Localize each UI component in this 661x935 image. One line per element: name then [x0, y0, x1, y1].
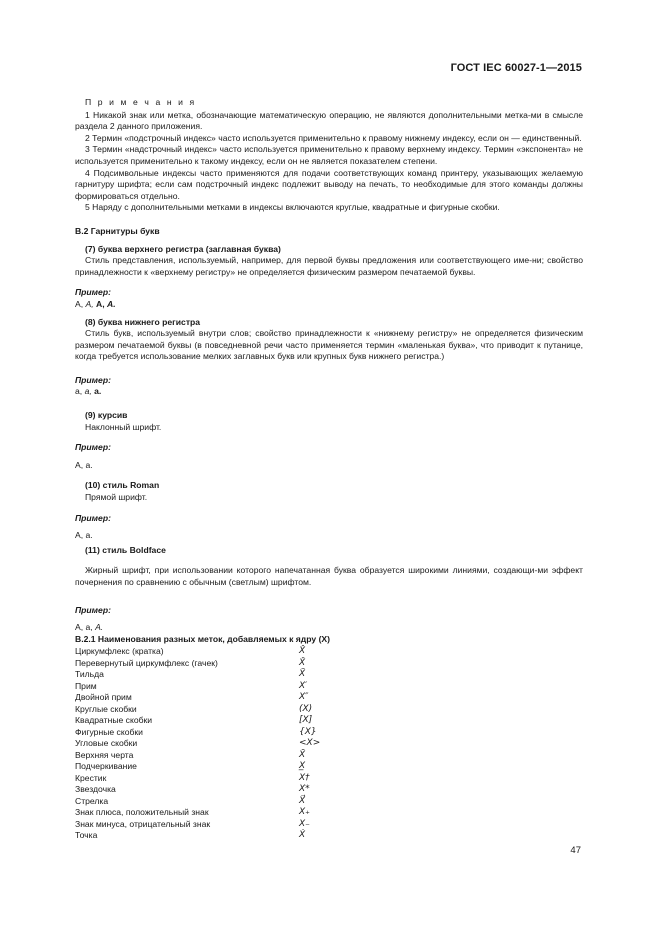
- mark-symbol: X̄: [299, 749, 306, 760]
- mark-row: [75, 819, 583, 831]
- note-5: 5 Наряду с дополнительными метками в индексы включаются круглые, квадратные и фигурные скобки.: [85, 202, 500, 213]
- mark-row: [75, 692, 583, 704]
- mark-symbol: X*: [299, 784, 310, 795]
- sample-italic: A.: [95, 622, 104, 633]
- term-8-text: Стиль букв, используемый внутри слов; свойство принадлежности к «нижнему регистру» не определяется физическим размером печатаемой буквы (в повседневной речи часто применяется термин «маленькая буква», что приводит к путанице, когда требуется использование мелких заглавных букв или крупных букв нижнего регистра.): [75, 328, 583, 362]
- mark-name: Круглые скобки: [75, 703, 137, 714]
- mark-row: [75, 796, 583, 808]
- mark-row: [75, 761, 583, 773]
- sample-bold-italic: A.: [107, 298, 116, 309]
- term-10-sample: A, a.: [75, 530, 93, 541]
- sample-roman: A,: [75, 622, 84, 633]
- sample-italic: A,: [85, 298, 94, 309]
- sample-bold: A,: [96, 298, 105, 309]
- mark-name: Подчеркивание: [75, 761, 137, 772]
- sample-roman: a,: [75, 386, 83, 397]
- mark-name: Циркумфлекс (кратка): [75, 646, 164, 657]
- page-content: [75, 97, 583, 842]
- mark-row: [75, 738, 583, 750]
- mark-name: Двойной прим: [75, 692, 132, 703]
- term-11-samples: [75, 622, 583, 634]
- note-1: 1 Никакой знак или метка, обозначающие математическую операцию, не являются дополнительными метка-ми в смысле раздела 2 данного приложения.: [75, 109, 583, 132]
- standard-header: ГОСТ IEC 60027-1—2015: [450, 62, 582, 74]
- mark-symbol: X″: [299, 692, 309, 703]
- mark-name: Верхняя черта: [75, 749, 134, 760]
- mark-row: [75, 646, 583, 658]
- term-9-title: (9) курсив: [85, 410, 128, 421]
- section-title: B.2 Гарнитуры букв: [75, 225, 160, 236]
- mark-row: [75, 784, 583, 796]
- term-10-text: Прямой шрифт.: [85, 492, 148, 503]
- term-8-samples: [75, 386, 583, 398]
- mark-symbol: X′: [299, 680, 308, 691]
- note-3: 3 Термин «надстрочный индекс» часто используется применительно к правому верхнему индексу. Термин «экспонента» не используется применительно к такому индексу, если он не является показателем степени.: [75, 144, 583, 166]
- mark-row: [75, 830, 583, 842]
- mark-name: Точка: [75, 830, 98, 841]
- sample-italic: a,: [84, 386, 92, 397]
- term-8-example-label: Пример:: [75, 374, 111, 385]
- mark-name: Тильда: [75, 669, 104, 680]
- mark-symbol: X₋: [299, 818, 310, 829]
- term-7-example-label: Пример:: [75, 287, 111, 298]
- term-7-text: Стиль представления, используемый, например, для первой буквы предложения или соответствующего име-ни; свойство принадлежности к «верхнему регистру» не определяется физическим размером печатаемой буквы.: [75, 255, 583, 277]
- mark-row: [75, 704, 583, 716]
- mark-row: [75, 658, 583, 670]
- term-11-title: (11) стиль Boldface: [85, 544, 166, 555]
- mark-row: [75, 715, 583, 727]
- mark-symbol: X⃗: [299, 795, 306, 806]
- term-11-text: Жирный шрифт, при использовании которого напечатанная буква образуется широкими линиями, создающи-ми эффект почернения по сравнению с обычным (светлым) шрифтом.: [75, 565, 583, 587]
- term-7-samples: [75, 299, 583, 311]
- term-8-title: (8) буква нижнего регистра: [85, 316, 201, 327]
- mark-row: [75, 807, 583, 819]
- mark-symbol: X̌: [299, 657, 306, 668]
- term-10-example-label: Пример:: [75, 512, 111, 523]
- term-7-title: (7) буква верхнего регистра (заглавная буква): [85, 243, 281, 254]
- mark-symbol: X̂: [299, 646, 306, 657]
- mark-symbol: [X]: [299, 715, 313, 726]
- mark-name: Перевернутый циркумфлекс (гачек): [75, 657, 218, 668]
- mark-name: Крестик: [75, 772, 107, 783]
- marks-title: B.2.1 Наименования разных меток, добавляемых к ядру (X): [75, 633, 331, 644]
- mark-name: Знак минуса, отрицательный знак: [75, 818, 211, 829]
- mark-row: [75, 773, 583, 785]
- sample-roman: A,: [75, 298, 84, 309]
- mark-name: Звездочка: [75, 784, 116, 795]
- page-number: 47: [570, 845, 581, 856]
- mark-symbol: {X}: [299, 726, 317, 737]
- mark-symbol: <X>: [299, 738, 321, 749]
- note-2: 2 Термин «подстрочный индекс» часто используется применительно к правому нижнему индексу, если он — единственный.: [85, 132, 582, 143]
- sample-bold: a.: [94, 386, 102, 397]
- mark-name: Квадратные скобки: [75, 715, 153, 726]
- mark-name: Стрелка: [75, 795, 109, 806]
- notes-block: [75, 97, 583, 214]
- mark-symbol: X₊: [299, 807, 310, 818]
- mark-row: [75, 727, 583, 739]
- mark-symbol: X̃: [299, 669, 306, 680]
- term-11-example-label: Пример:: [75, 604, 111, 615]
- mark-name: Фигурные скобки: [75, 726, 143, 737]
- mark-symbol: Ẋ: [299, 830, 306, 841]
- mark-name: Угловые скобки: [75, 738, 138, 749]
- term-9-example-label: Пример:: [75, 442, 111, 453]
- note-4: 4 Подсимвольные индексы часто применяются для подачи соответствующих команд принтеру, указывающих желаемую гарнитуру шрифта; если сам подстрочный индекс подлежит выводу на печать, то необходимые для этого команды должны формироваться отдельно.: [75, 167, 583, 201]
- mark-symbol: (X): [299, 703, 313, 714]
- sample-roman: a,: [85, 622, 93, 633]
- marks-table: [75, 646, 583, 842]
- mark-row: [75, 681, 583, 693]
- mark-symbol: X†: [299, 772, 310, 783]
- mark-name: Прим: [75, 680, 97, 691]
- mark-symbol: X̲: [299, 761, 306, 772]
- notes-title: П р и м е ч а н и я: [85, 97, 197, 107]
- mark-row: [75, 750, 583, 762]
- term-9-text: Наклонный шрифт.: [85, 421, 162, 432]
- term-9-sample: A, a.: [75, 459, 93, 470]
- term-10-title: (10) стиль Roman: [85, 480, 160, 491]
- mark-name: Знак плюса, положительный знак: [75, 807, 209, 818]
- mark-row: [75, 669, 583, 681]
